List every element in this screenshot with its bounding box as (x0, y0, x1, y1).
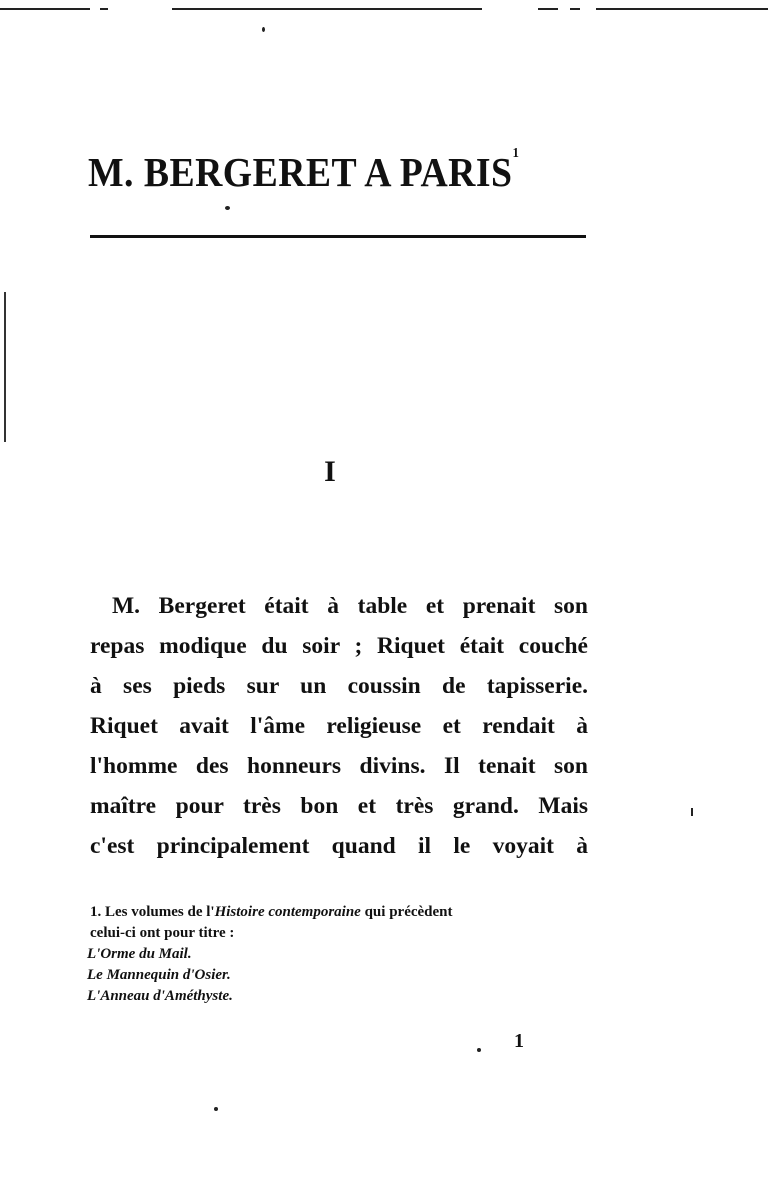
scan-speck (477, 1048, 481, 1052)
scan-speck (262, 27, 265, 32)
body-line: l'homme des honneurs divins. Il tenait son (90, 753, 588, 779)
chapter-numeral: I (324, 455, 336, 488)
body-line: M. Bergeret était à table et prenait son (112, 593, 588, 619)
scan-top-edge (0, 8, 768, 12)
footnote-text-before: Les volumes de l' (105, 904, 215, 920)
footnote-number: 1. (90, 904, 102, 920)
footnote-book-title: L'Orme du Mail. (87, 946, 192, 962)
footnote-book-title: L'Anneau d'Améthyste. (87, 988, 233, 1004)
footnote-text-after: qui précèdent (360, 904, 453, 920)
body-line: Riquet avait l'âme religieuse et rendait à (90, 713, 588, 739)
scan-left-edge-mark (4, 292, 6, 442)
footnote-line (90, 902, 590, 923)
body-line: à ses pieds sur un coussin de tapisserie. (90, 673, 588, 699)
scan-speck (225, 206, 230, 210)
body-line: c'est principalement quand il le voyait à (90, 833, 588, 859)
heading-footnote-marker: 1 (512, 146, 520, 161)
scan-speck (214, 1107, 218, 1111)
footnote (87, 902, 590, 1007)
body-line: repas modique du soir ; Riquet était couché (90, 633, 588, 659)
scan-speck (691, 808, 693, 816)
heading-text: M. BERGERET A PARIS (88, 149, 513, 195)
footnote-book-title: Le Mannequin d'Osier. (87, 967, 231, 983)
body-paragraph (90, 586, 588, 866)
chapter-heading (88, 148, 548, 196)
footnote-line: celui-ci ont pour titre : (90, 925, 235, 941)
footnote-work-title: Histoire contemporaine (214, 904, 361, 920)
page-number: 1 (514, 1030, 524, 1052)
body-line: maître pour très bon et très grand. Mais (90, 793, 588, 819)
heading-rule (90, 235, 586, 238)
